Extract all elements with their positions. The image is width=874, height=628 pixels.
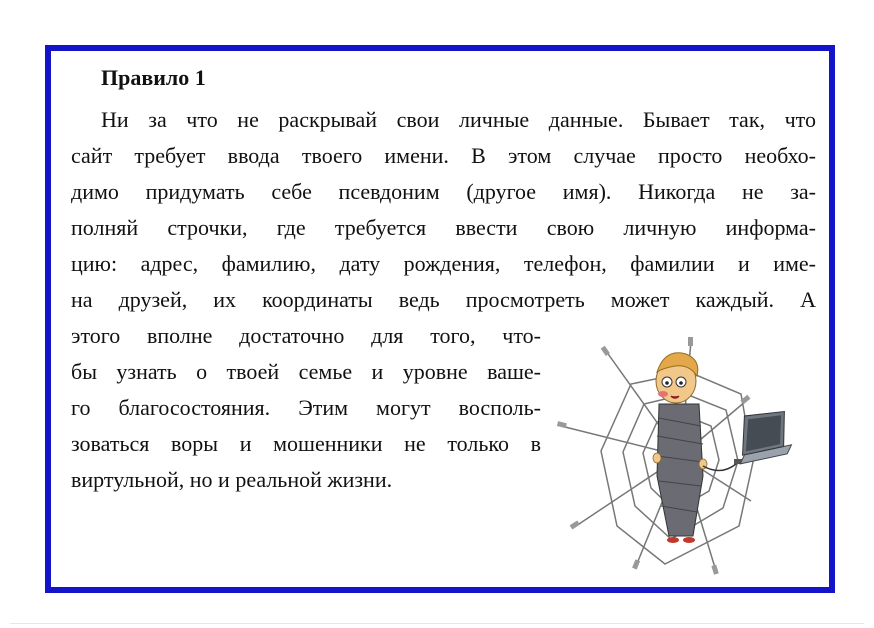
rule-line-4: полняй строчки, где требуется ввести свою личную информа- [71, 215, 816, 240]
rule-card [45, 45, 835, 593]
rule-line-5: цию: адрес, фамилию, дату рождения, телефон, фамилии и име- [71, 251, 816, 276]
rule-line-3: димо придумать себе псевдоним (другое имя). Никогда не за- [71, 179, 816, 204]
page-divider [10, 623, 864, 624]
rule-line-9: го благосостояния. Этим могут восполь- [71, 395, 541, 420]
rule-line-2: сайт требует ввода твоего имени. В этом случае просто необхо- [71, 143, 816, 168]
rule-title: Правило 1 [101, 65, 206, 90]
rule-line-10: зоваться воры и мошенники не только в [71, 431, 541, 456]
rule-line-11: виртульной, но и реальной жизни. [71, 467, 393, 492]
rule-line-8: бы узнать о твоей семье и уровне ваше- [71, 359, 541, 384]
rule-line-7: этого вполне достаточно для того, что- [71, 323, 541, 348]
child-in-spiderweb-with-laptop-icon [551, 336, 811, 576]
rule-line-1: Ни за что не раскрывай свои личные данные. Бывает так, что [101, 107, 816, 132]
rule-line-6: на друзей, их координаты ведь просмотреть может каждый. А [71, 287, 816, 312]
